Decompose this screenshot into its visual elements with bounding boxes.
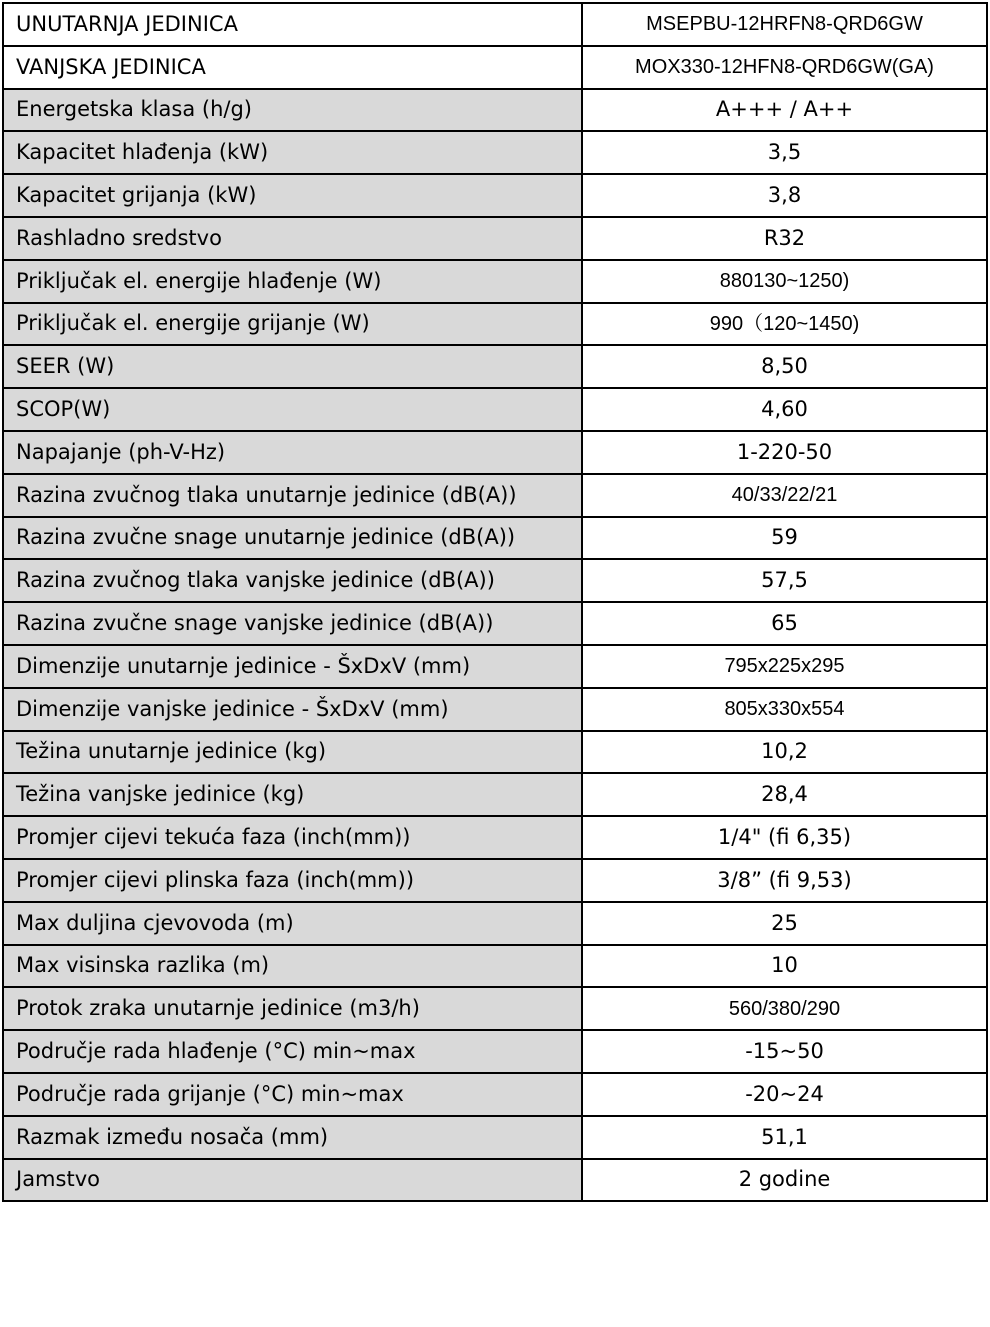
spec-label: Područje rada grijanje (°C) min~max: [3, 1073, 582, 1116]
spec-table-body: [3, 3, 987, 1201]
spec-value: 25: [582, 902, 987, 945]
spec-label: Dimenzije vanjske jedinice - ŠxDxV (mm): [3, 688, 582, 731]
spec-value: 990（120~1450): [582, 303, 987, 346]
table-row: [3, 517, 987, 560]
spec-value: 805x330x554: [582, 688, 987, 731]
table-row: [3, 987, 987, 1030]
spec-label: Razina zvučne snage unutarnje jedinice (dB(A)): [3, 517, 582, 560]
table-row: [3, 174, 987, 217]
spec-value: 10,2: [582, 731, 987, 774]
spec-label: Razina zvučnog tlaka vanjske jedinice (dB(A)): [3, 559, 582, 602]
spec-label: Dimenzije unutarnje jedinice - ŠxDxV (mm): [3, 645, 582, 688]
table-row: [3, 859, 987, 902]
spec-label: Promjer cijevi plinska faza (inch(mm)): [3, 859, 582, 902]
spec-value: -20~24: [582, 1073, 987, 1116]
spec-label: Max visinska razlika (m): [3, 945, 582, 988]
spec-label: Protok zraka unutarnje jedinice (m3/h): [3, 987, 582, 1030]
spec-label: Težina vanjske jedinice (kg): [3, 773, 582, 816]
spec-label: Priključak el. energije hlađenje (W): [3, 260, 582, 303]
table-row: [3, 945, 987, 988]
table-row: [3, 388, 987, 431]
spec-value: 8,50: [582, 345, 987, 388]
spec-label: Max duljina cjevovoda (m): [3, 902, 582, 945]
spec-label: Priključak el. energije grijanje (W): [3, 303, 582, 346]
spec-value: 795x225x295: [582, 645, 987, 688]
spec-label: Napajanje (ph-V-Hz): [3, 431, 582, 474]
spec-value: 28,4: [582, 773, 987, 816]
spec-value: 1/4" (fi 6,35): [582, 816, 987, 859]
spec-value: 59: [582, 517, 987, 560]
table-row: [3, 46, 987, 89]
spec-value: 57,5: [582, 559, 987, 602]
table-row: [3, 731, 987, 774]
table-row: [3, 1073, 987, 1116]
spec-value: 51,1: [582, 1116, 987, 1159]
spec-label: SEER (W): [3, 345, 582, 388]
spec-table: [2, 2, 988, 1202]
table-row: [3, 89, 987, 132]
table-row: [3, 1159, 987, 1202]
table-row: [3, 1116, 987, 1159]
table-row: [3, 217, 987, 260]
spec-label: Težina unutarnje jedinice (kg): [3, 731, 582, 774]
spec-value: A+++ / A++: [582, 89, 987, 132]
spec-value: 3/8” (fi 9,53): [582, 859, 987, 902]
spec-value: 10: [582, 945, 987, 988]
spec-label: Promjer cijevi tekuća faza (inch(mm)): [3, 816, 582, 859]
table-row: [3, 645, 987, 688]
table-row: [3, 773, 987, 816]
table-row: [3, 345, 987, 388]
spec-label: Energetska klasa (h/g): [3, 89, 582, 132]
spec-value: 2 godine: [582, 1159, 987, 1202]
spec-label: Razina zvučnog tlaka unutarnje jedinice (dB(A)): [3, 474, 582, 517]
table-row: [3, 559, 987, 602]
table-row: [3, 260, 987, 303]
spec-label: Rashladno sredstvo: [3, 217, 582, 260]
spec-value: R32: [582, 217, 987, 260]
table-row: [3, 3, 987, 46]
spec-value: 3,8: [582, 174, 987, 217]
table-row: [3, 816, 987, 859]
spec-value: 40/33/22/21: [582, 474, 987, 517]
spec-value: 1-220-50: [582, 431, 987, 474]
table-row: [3, 1030, 987, 1073]
table-row: [3, 602, 987, 645]
table-row: [3, 431, 987, 474]
spec-label: Kapacitet hlađenja (kW): [3, 131, 582, 174]
spec-label: VANJSKA JEDINICA: [3, 46, 582, 89]
spec-value: 4,60: [582, 388, 987, 431]
spec-label: UNUTARNJA JEDINICA: [3, 3, 582, 46]
spec-value: -15~50: [582, 1030, 987, 1073]
table-row: [3, 688, 987, 731]
spec-value: MOX330-12HFN8-QRD6GW(GA): [582, 46, 987, 89]
table-row: [3, 902, 987, 945]
spec-value: 3,5: [582, 131, 987, 174]
table-row: [3, 474, 987, 517]
spec-label: Jamstvo: [3, 1159, 582, 1202]
spec-label: Kapacitet grijanja (kW): [3, 174, 582, 217]
table-row: [3, 303, 987, 346]
spec-value: MSEPBU-12HRFN8-QRD6GW: [582, 3, 987, 46]
spec-value: 560/380/290: [582, 987, 987, 1030]
spec-label: Područje rada hlađenje (°C) min~max: [3, 1030, 582, 1073]
spec-label: Razmak između nosača (mm): [3, 1116, 582, 1159]
spec-value: 880130~1250): [582, 260, 987, 303]
table-row: [3, 131, 987, 174]
spec-label: SCOP(W): [3, 388, 582, 431]
spec-value: 65: [582, 602, 987, 645]
spec-label: Razina zvučne snage vanjske jedinice (dB(A)): [3, 602, 582, 645]
